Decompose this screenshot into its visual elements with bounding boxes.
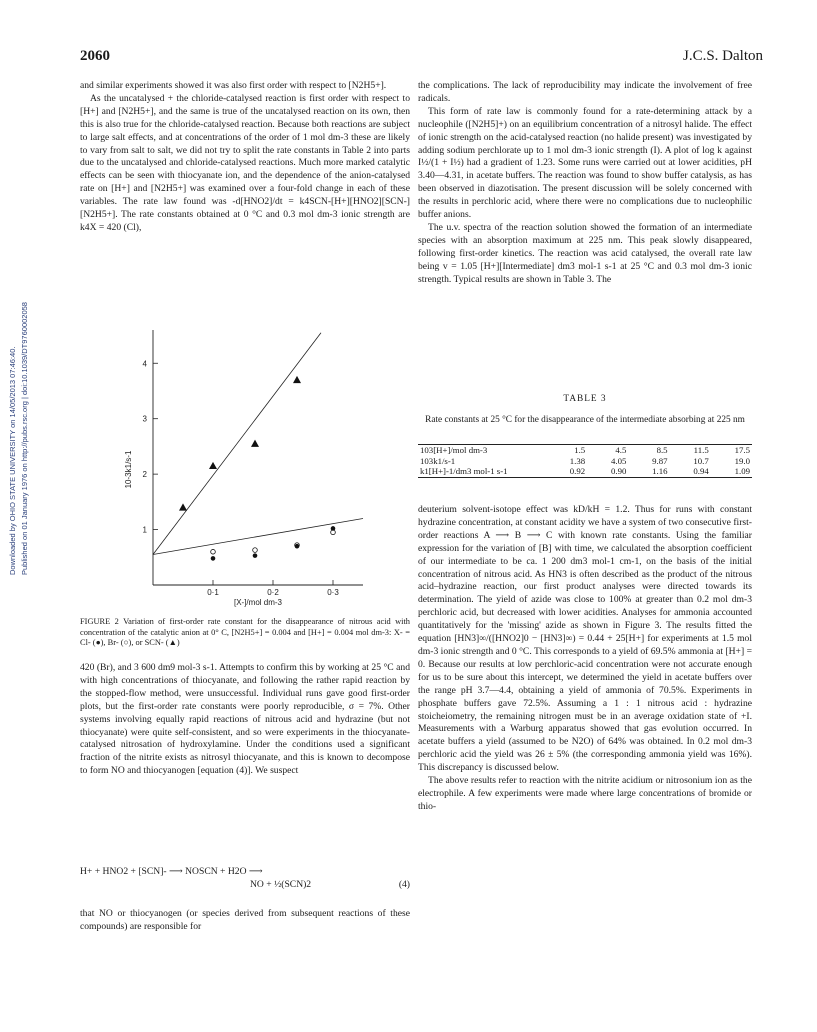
figure-caption: FIGURE 2 Variation of first-order rate constant for the disappearance of nitrous acid with concentration of the catalytic anion at 0° C, [N2H5+] = 0.004 and [H+] = 0.004 mol dm-3: X- = Cl- (●), Br- (○), or SCN- (▲): [80, 617, 410, 647]
table-cell: 11.5: [670, 445, 711, 456]
equation-line-2: [80, 878, 410, 891]
cl-data-point: [295, 544, 300, 549]
table-cell: 0.94: [670, 466, 711, 477]
equation-line-1: H+ + HNO2 + [SCN]- ⟶ NOSCN + H2O ⟶: [80, 866, 263, 877]
scn-data-point: [293, 376, 301, 383]
equation-4: [80, 865, 410, 891]
table-cell: 4.05: [610, 455, 627, 466]
y-tick-label: 3: [142, 414, 147, 424]
x-tick-label: 0·2: [267, 588, 279, 597]
table-caption: Rate constants at 25 °C for the disappearance of the intermediate absorbing at 225 nm: [425, 415, 745, 425]
chart-plot-area: [124, 330, 363, 607]
rate-constants-table: [418, 444, 752, 478]
table-cell: 10.7: [693, 455, 709, 466]
table-cell: 1.5: [546, 445, 587, 456]
publication-notice: Published on 01 January 1976 on http://pubs.rsc.org | doi:10.1039/DT9760002058: [20, 302, 29, 575]
table-cell: 0.90: [587, 466, 628, 477]
table-cell: 0.92: [546, 466, 587, 477]
paragraph: This form of rate law is commonly found for a rate-determining attack by a nucleophile ([N2H5]+) on an equilibrium concentration of a nitrosyl halide. The effect of ionic strength on the acid-catalysed reaction (no halide present) was investigated by adding sodium perchlorate up to 1 mol dm-3 ionic strength (I). A plot of log k against I½/(1 + I½) had a gradient of 1.23. Some runs were carried out at lower acidities, pH 3.40—4.31, in acetate buffers. The reaction was found to show buffer catalysis, as has been observed in diazotisation. The present discussion will be solely concerned with the results in perchloric acid, where there were no complications due to nucleophilic buffer anions.: [418, 105, 752, 221]
paragraph: As the uncatalysed + the chloride-catalysed reaction is first order with respect to [H+] and [N2H5+], and the same is true of the uncatalysed reaction on its own, then this is also true for the chloride-catalysed reaction. Because both reactions are subject to large salt effects, and at concentrations of the order of 1 mol dm-3 these are likely to vary from salt to salt, we did not try to split the rate constants in Table 2 into parts due to the uncatalysed and chloride-catalysed reactions. Much more marked catalytic effects can be seen with thiocyanate ion, and the dependence of the anion-catalysed rate on [H+] and [N2H5+] was examined over a four-fold change in each of these variables. The rate law found was -d[HNO2]/dt = k4SCN-[H+][HNO2][SCN-][N2H5+]. The rate constants obtained at 0 °C and 0.3 mol dm-3 ionic strength are k4X = 420 (Cl),: [80, 92, 410, 233]
table-cell: 1.16: [628, 466, 669, 477]
scn-data-point: [179, 503, 187, 510]
paragraph: the complications. The lack of reproducibility may indicate the involvement of free radicals.: [418, 80, 752, 104]
equation-products: NO + ½(SCN)2: [250, 879, 312, 890]
left-bottom-text: [80, 662, 410, 778]
y-tick-label: 2: [142, 470, 147, 480]
table-cell: 1.38: [569, 455, 586, 466]
paragraph: deuterium solvent-isotope effect was kD/kH = 1.2. Thus for runs with constant hydrazine concentration, at constant acidity we have a system of two consecutive first-order reactions A ⟶ B ⟶ C with known rate constants. Using the familiar expression for the variation of [B] with time, we calculated the absorption coefficient of our intermediate to be ca. 1 200 dm3 mol-1 cm-1, on the basis of the initial concentration of nitrous acid. As HN3 is often described as the product of the nitrous acid–hydrazine reaction, our first product analyses were directed towards its determination. The yield of azide was close to 100% at greater than 0.2 mol dm-3 perchloric acid, but decreased with lower acidities. Analyses for ammonia accounted quantitatively for the 'missing' azide as shown in Figure 3. The results fitted the equation [HN3]∞/([HNO2]0 − [HN3]∞) = 0.44 + 25[H+] for experiments at 1.5 mol dm-3 ionic strength and 0 °C. This corresponds to a yield of 69.5% ammonia at [H+] = 0. Because our results at low perchloric-acid concentration were not accurate enough for us to be sure about this intercept, we determined the yield in acetate buffers over the range pH 3.7—4.4, obtaining a yield of ammonia of 70.5%. Experiments in phosphate buffers gave 72.5%. Assuming a 1 : 1 nitrous acid : hydrazine stoicheiometry, the remaining nitrogen must be in an average oxidation state of +I. Measurements with a Warburg apparatus showed that gas evolution occurred. In acetate buffers a yield (assumed to be N2O) of 64% was obtained. In 0.2 mol dm-3 perchloric acid the yield was 26 ± 5% (the corresponding ammonia yield was 16%). This discrepancy is discussed below.: [418, 504, 752, 774]
paragraph: and similar experiments showed it was also first order with respect to [N2H5+].: [80, 80, 387, 91]
x-tick-label: 0·1: [207, 588, 219, 597]
journal-name: J.C.S. Dalton: [682, 48, 763, 64]
scn-data-point: [251, 440, 259, 447]
br-data-point: [253, 548, 258, 553]
br-data-point: [211, 549, 216, 554]
download-notice: Downloaded by OHIO STATE UNIVERSITY on 14/05/2013 07:46:40.: [8, 346, 17, 575]
figure-2-chart: [80, 322, 410, 614]
y-tick-label: 4: [142, 359, 147, 369]
table-cell: 19.0: [734, 455, 750, 466]
paragraph: 420 (Br), and 3 600 dm9 mol-3 s-1. Attempts to confirm this by working at 25 °C and with high concentrations of thiocyanate, and following the rather rapid reaction by the stopped-flow method, were unsuccessful. Individual runs gave good first-order plots, but the first-order rate constants were poorly reproducible, σ = 7%. Other systems involving equally rapid reactions of nitrous acid and hydrazine (but not thiocyanate) were quite self-consistent, and so were experiments in the thiocyanate-catalysed nitrosation of hydroxylamine. Under the conditions used a significant fraction of the nitrite exists as nitrosyl thiocyanate, and this is known to decompose to form NO and thiocyanogen [equation (4)]. We suspect: [80, 662, 410, 777]
fit-line: [153, 333, 321, 555]
equation-number: (4): [398, 879, 410, 890]
table-row: [418, 466, 752, 477]
page-number: 2060: [80, 48, 110, 64]
table-cell: 1.09: [711, 466, 752, 477]
paragraph: The above results refer to reaction with the nitrite acidium or nitrosonium ion as the electrophile. A few experiments were made where large concentrations of bromide or thio-: [418, 775, 752, 812]
y-tick-label: 1: [142, 525, 147, 535]
right-column-text: [418, 80, 752, 287]
cl-data-point: [253, 553, 258, 558]
left-column-text: [80, 80, 410, 235]
y-axis-label: 10-3k1/s-1: [124, 450, 133, 489]
table-row: [418, 456, 752, 467]
row-label: 103k1/s-1: [420, 455, 456, 466]
x-tick-label: 0·3: [327, 588, 339, 597]
right-bottom-text: [418, 504, 752, 814]
scn-data-point: [209, 462, 217, 469]
table-row: [418, 445, 752, 456]
left-end-text: that NO or thiocyanogen (or species derived from subsequent reactions of these compounds) are responsible for: [80, 908, 410, 932]
row-label: 103[H+]/mol dm-3: [418, 445, 546, 456]
table-cell: 4.5: [587, 445, 628, 456]
x-axis-label: [X-]/mol dm-3: [233, 598, 283, 607]
paragraph: The u.v. spectra of the reaction solution showed the formation of an intermediate species with an absorption maximum at 225 nm. This peak slowly disappeared, following first-order kinetics. The reaction was acid catalysed, the overall rate law being v = 1.05 [H+][Intermediate] dm3 mol-1 s-1 at 25 °C and 0.3 mol dm-3 ionic strength. Typical results are shown in Table 3. The: [418, 221, 752, 285]
cl-data-point: [211, 556, 216, 561]
table-title: TABLE 3: [563, 394, 607, 404]
row-label: k1[H+]-1/dm3 mol-1 s-1: [418, 466, 546, 477]
table-cell: 17.5: [711, 445, 752, 456]
fit-line: [153, 518, 363, 554]
table-cell: 8.5: [628, 445, 669, 456]
cl-data-point: [331, 526, 336, 531]
table-cell: 9.87: [652, 455, 668, 466]
